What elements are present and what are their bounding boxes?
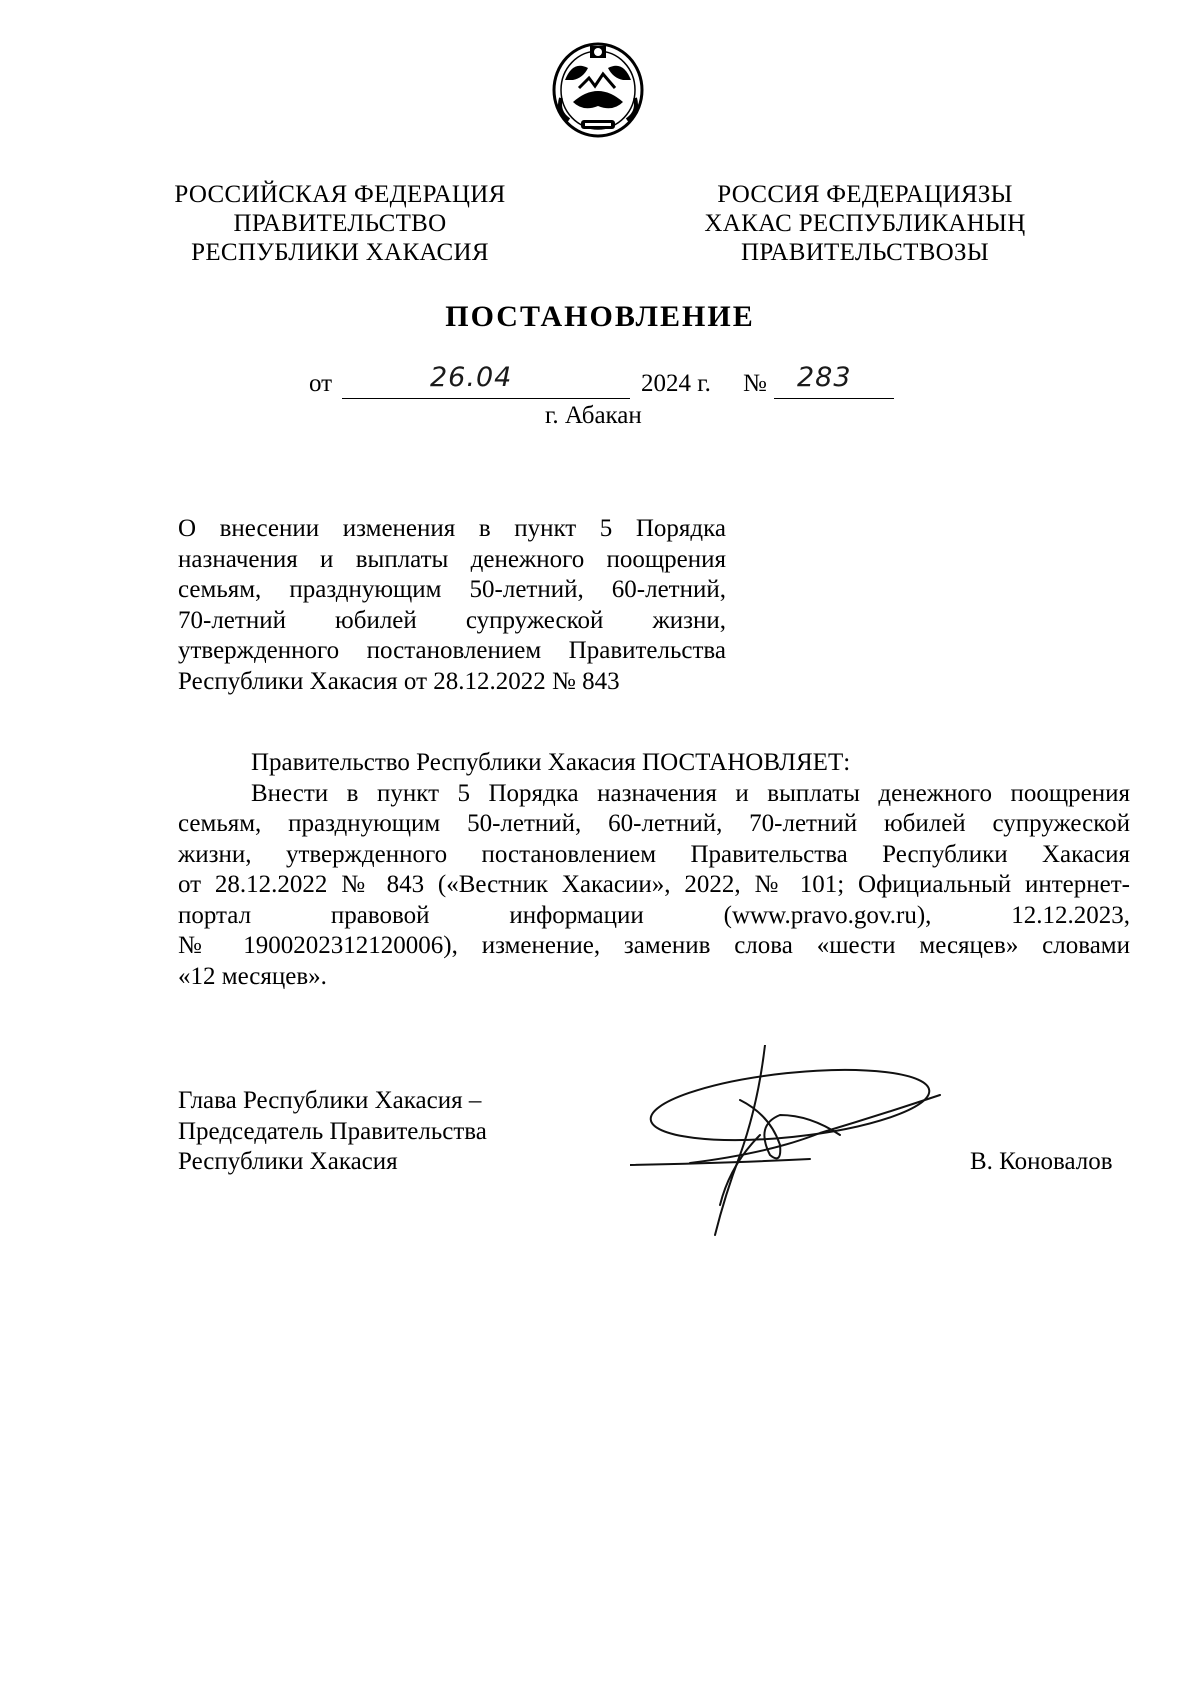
signatory-position-line: Председатель Правительства xyxy=(178,1117,487,1145)
body-line: семьям, празднующим 50-летний, 60-летний, 70-летний юбилей супружеской xyxy=(178,810,1130,837)
signatory-position-line: Республики Хакасия xyxy=(178,1148,398,1175)
number-underline xyxy=(774,398,894,399)
signatory-name: В. Коновалов xyxy=(970,1148,1113,1175)
header-right-line: ПРАВИТЕЛЬСТВОЗЫ xyxy=(741,239,989,266)
header-left-line: ПРАВИТЕЛЬСТВО xyxy=(233,210,447,237)
body-line: «12 месяцев». xyxy=(178,962,327,990)
decree-line: Правительство Республики Хакасия ПОСТАНОВЛЯЕТ: xyxy=(251,749,851,776)
body-line: жизни, утвержденного постановлением Правительства Республики Хакасия xyxy=(178,840,1130,868)
city-name: г. Абакан xyxy=(545,402,642,429)
header-right-line: РОССИЯ ФЕДЕРАЦИЯЗЫ xyxy=(717,181,1013,208)
subject-line: семьям, празднующим 50-летний, 60-летний, xyxy=(178,576,726,603)
signatory-position-line: Глава Республики Хакасия – xyxy=(178,1087,482,1114)
handwritten-number: 283 xyxy=(797,362,852,393)
number-sign: № xyxy=(743,370,767,397)
body-line: № 1900202312120006), изменение, заменив слова «шести месяцев» словами xyxy=(178,932,1130,959)
signatory-position xyxy=(178,1086,487,1178)
subject-line: Республики Хакасия от 28.12.2022 № 843 xyxy=(178,667,620,695)
document-subject xyxy=(178,514,726,697)
subject-line: 70-летний юбилей супружеской жизни, xyxy=(178,606,726,634)
subject-line: утвержденного постановлением Правительства xyxy=(178,637,726,664)
body-line: Внести в пункт 5 Порядка назначения и выплаты денежного поощрения xyxy=(251,779,1130,807)
header-right xyxy=(700,180,1030,267)
header-left-line: РЕСПУБЛИКИ ХАКАСИЯ xyxy=(191,239,489,266)
body-line: портал правовой информации (www.pravo.gov.ru), 12.12.2023, xyxy=(178,901,1130,929)
coat-of-arms-emblem xyxy=(543,40,653,140)
handwritten-signature xyxy=(630,1045,960,1240)
header-right-line: ХАКАС РЕСПУБЛИКАНЫҢ xyxy=(704,210,1026,237)
subject-line: назначения и выплаты денежного поощрения xyxy=(178,545,726,573)
header-left xyxy=(160,180,520,267)
document-body xyxy=(178,748,1130,992)
date-prefix: от xyxy=(309,370,333,397)
date-underline xyxy=(342,398,630,399)
document-year: 2024 г. xyxy=(641,370,711,397)
handwritten-date: 26.04 xyxy=(430,362,513,393)
document-type-title: ПОСТАНОВЛЕНИЕ xyxy=(445,300,755,333)
subject-line: О внесении изменения в пункт 5 Порядка xyxy=(178,515,726,542)
body-line: от 28.12.2022 № 843 («Вестник Хакасии», 2022, № 101; Официальный интернет- xyxy=(178,871,1130,898)
header-left-line: РОССИЙСКАЯ ФЕДЕРАЦИЯ xyxy=(174,181,506,208)
